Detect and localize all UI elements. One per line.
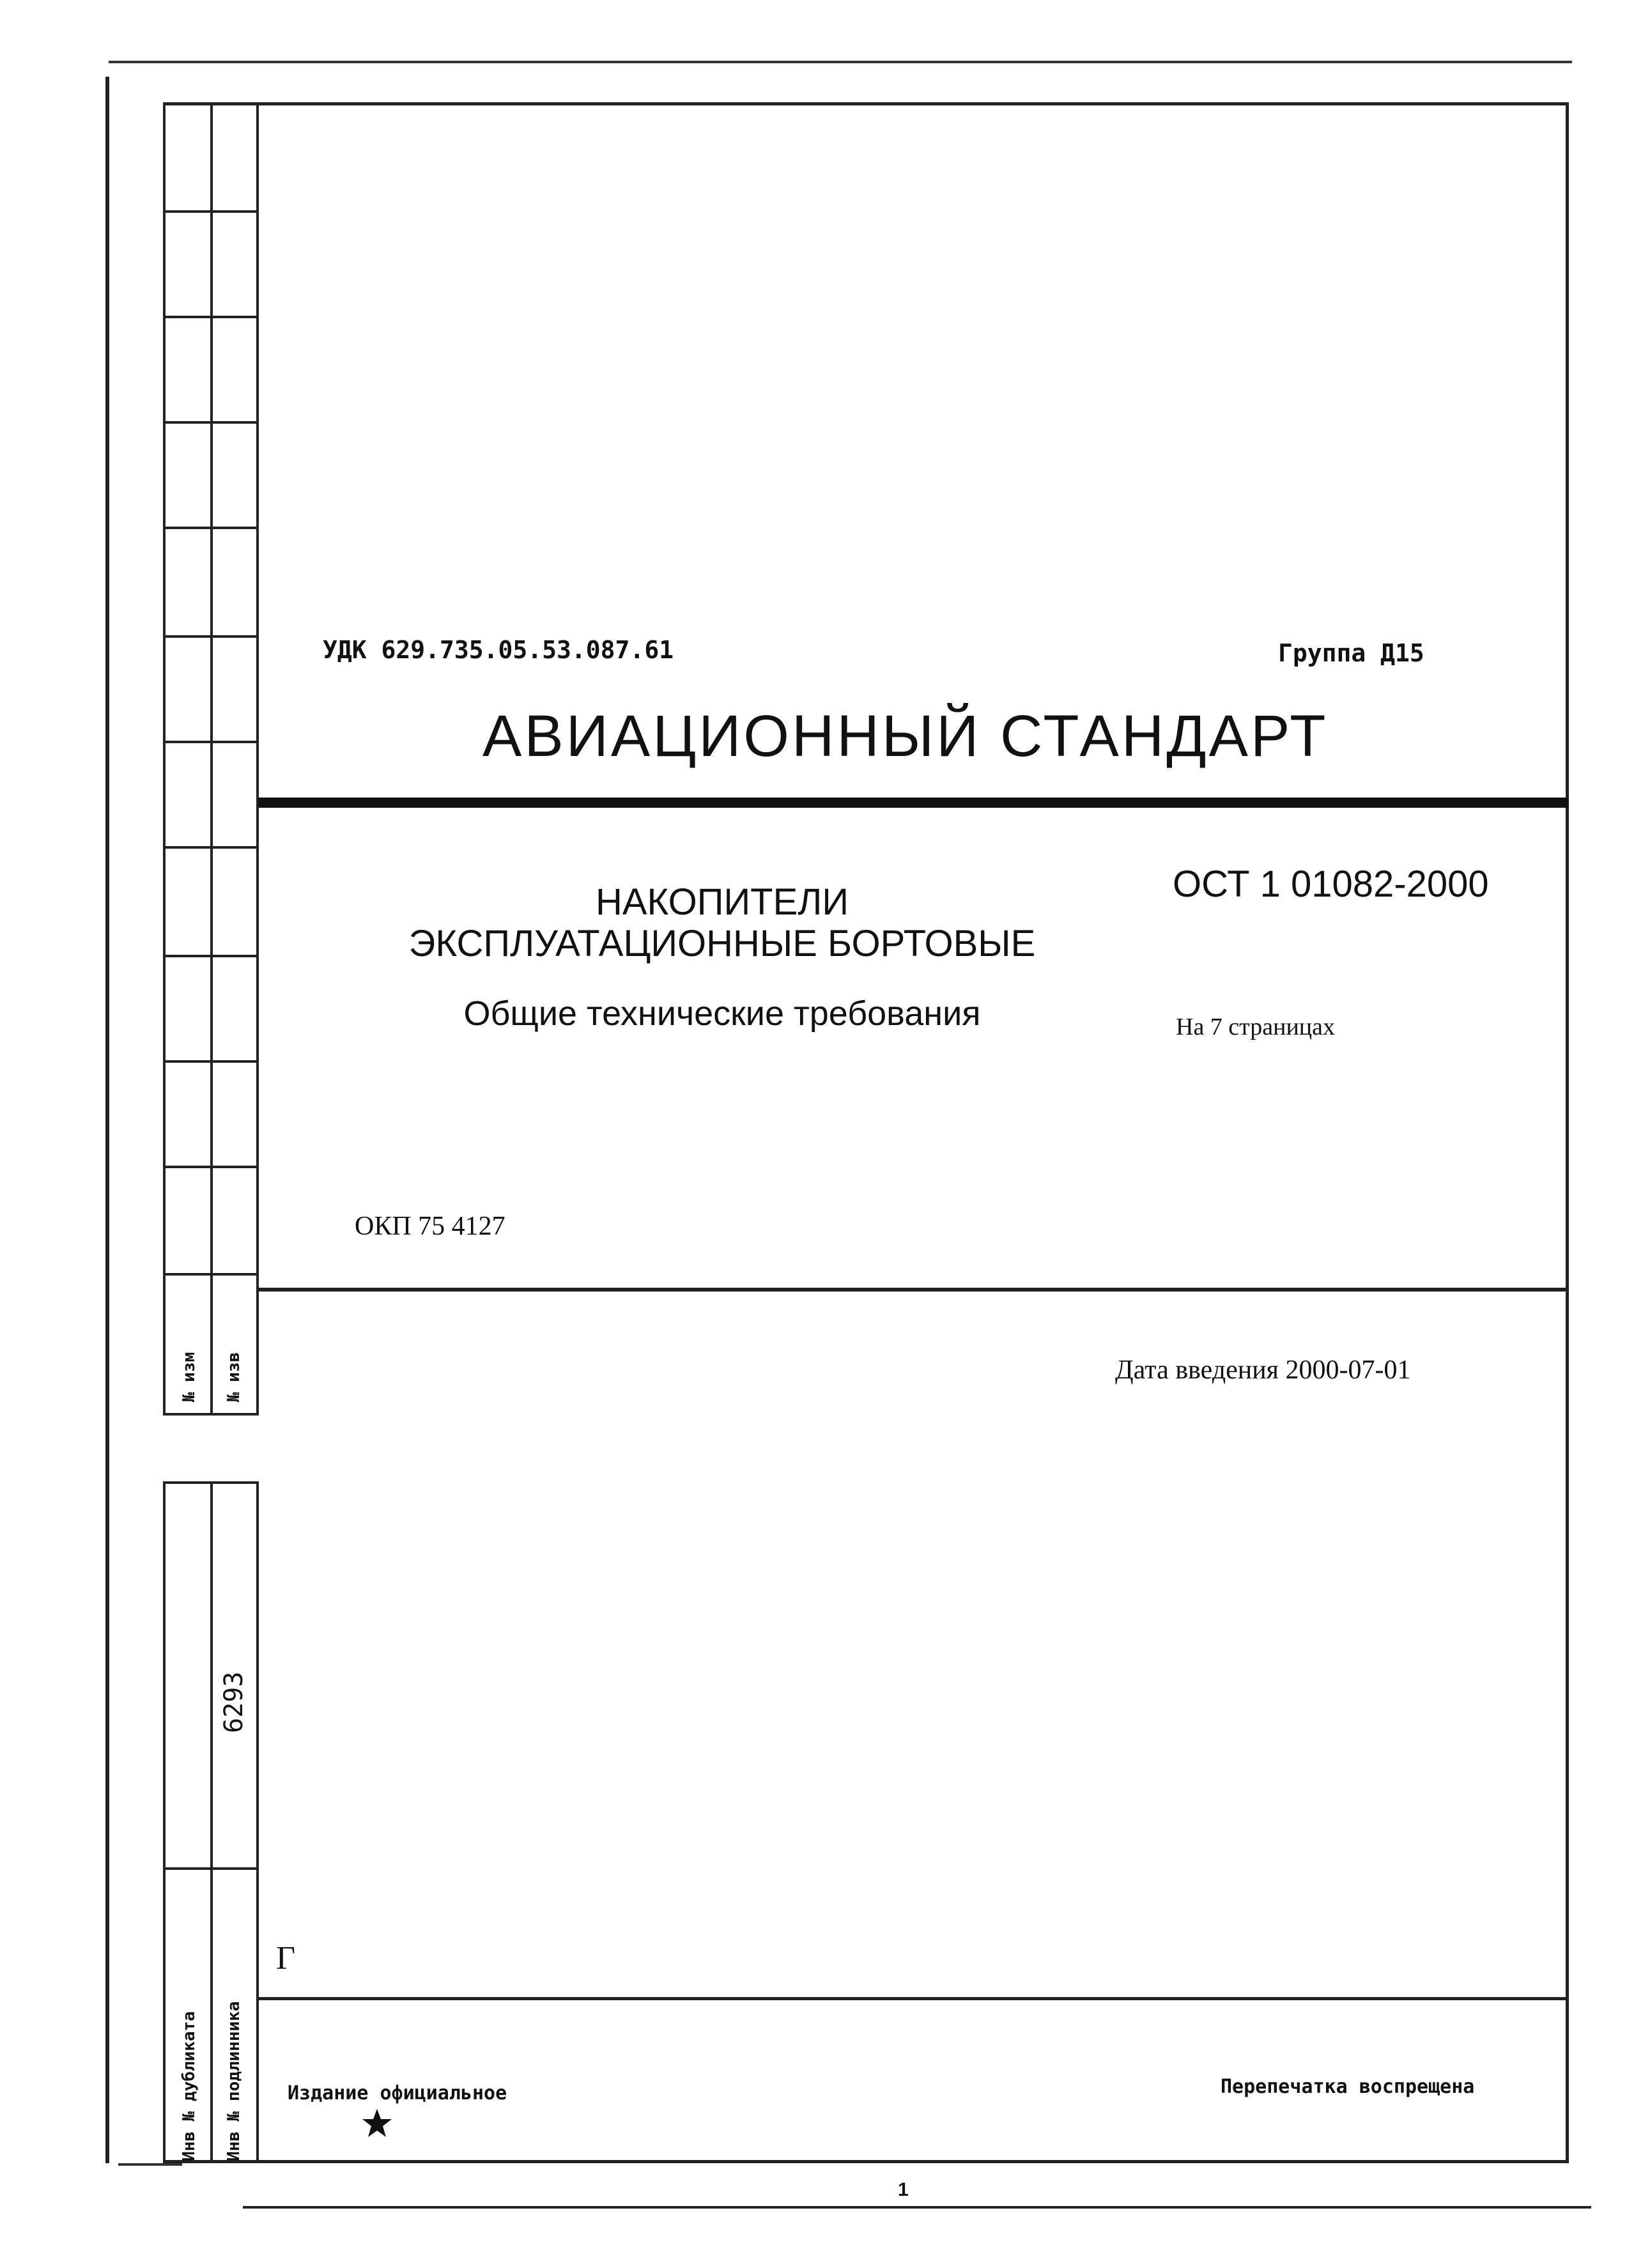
standard-name-line2: ЭКСПЛУАТАЦИОННЫЕ БОРТОВЫЕ [408,923,1036,964]
left-corner-line [118,2163,182,2166]
margin-label-izm: № изм [180,1352,199,1402]
standard-name-line1: НАКОПИТЕЛИ [595,881,849,923]
standard-subtitle: Общие технические требования [463,994,981,1033]
okp-code: ОКП 75 4127 [355,1212,505,1241]
left-binding-line [105,77,109,2163]
document-title: АВИАЦИОННЫЙ СТАНДАРТ [482,704,1329,769]
bottom-border-line [243,2206,1591,2209]
margin-strip-bottom [163,1481,259,2163]
group-code: Группа Д15 [1278,639,1424,667]
title-divider [259,798,1569,808]
footer-divider [259,1997,1569,2000]
star-icon [361,2108,393,2140]
section-divider [259,1288,1569,1292]
reprint-note: Перепечатка воспрещена [1221,2076,1475,2098]
margin-label-izv: № изв [224,1352,243,1402]
registration-marker: Г [276,1940,296,1977]
margin-label-podlinnika: Инв № подлинника [224,2001,243,2161]
standard-code: ОСТ 1 01082-2000 [1173,863,1489,905]
podlinnik-number: 6293 [219,1671,249,1733]
page-count: На 7 страницах [1176,1014,1335,1040]
top-border-line [109,61,1572,63]
margin-strip-top [163,102,259,1416]
margin-label-dublikata: Инв № дубликата [180,2011,199,2161]
udk-code: УДК 629.735.05.53.087.61 [323,636,674,664]
page-number: 1 [898,2179,909,2200]
intro-date: Дата введения 2000-07-01 [1115,1355,1411,1385]
document-frame [163,102,1569,2163]
edition-note: Издание официальное [288,2082,507,2104]
